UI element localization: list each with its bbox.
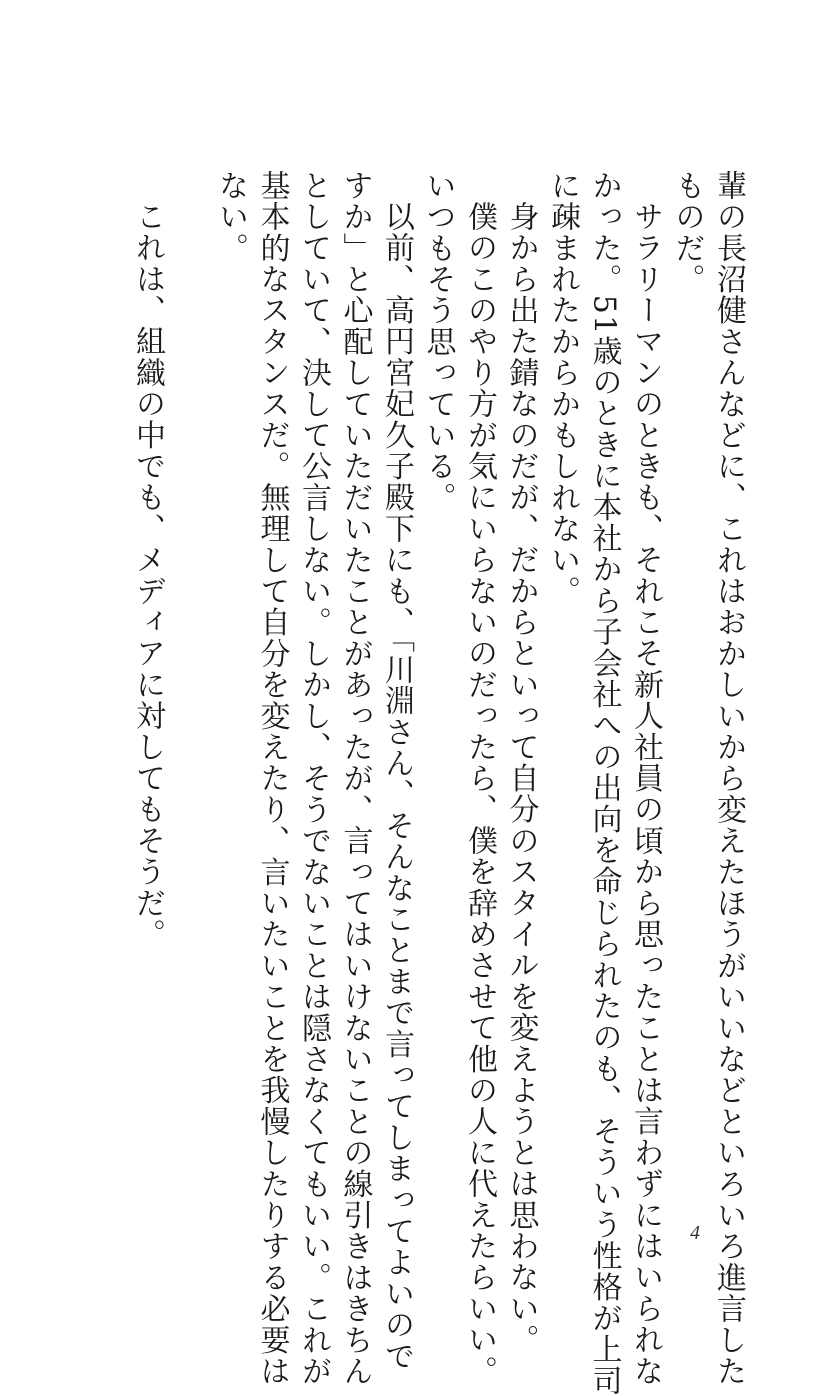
text-line: これは、組織の中でも、メディアに対してもそうだ。 xyxy=(130,201,165,950)
text-line: 輩の長沼健さんなどに、これはおかしいから変えたほうがいいなどといろいろ進言した xyxy=(711,170,746,1387)
text-line: 以前、高円宮妃久子殿下にも、「川淵さん、そんなことまで言ってしまってよいので xyxy=(379,201,414,1372)
text-line: に疎まれたからかもしれない。 xyxy=(545,170,580,607)
text-line: かった。51歳のときに本社から子会社への出向を命じられたのも、そういう性格が上司 xyxy=(586,170,622,1396)
text-line: ない。 xyxy=(213,170,248,264)
text-line: 身から出た錆なのだが、だからといって自分のスタイルを変えようとは思わない。 xyxy=(503,201,539,1356)
text-line: サラリーマンのときも、それこそ新人社員の頃から思ったことは言わずにはいられな xyxy=(628,201,663,1387)
vertical-text-body xyxy=(127,170,750,1396)
text-line: 僕のこのやり方が気にいらないのだったら、僕を辞めさせて他の人に代えたらいい。 xyxy=(462,201,497,1387)
paragraph-gap xyxy=(168,170,210,1210)
text-line: ものだ。 xyxy=(669,170,705,295)
page-number: 4 xyxy=(690,1222,700,1244)
text-line: すか」と心配していただいたことがあったが、言ってはいけないことの線引きはきちん xyxy=(337,170,373,1387)
text-line: 基本的なスタンスだ。無理して自分を変えたり、言いたいことを我慢したりする必要は xyxy=(254,170,290,1387)
text-line: いつもそう思っている。 xyxy=(420,170,456,514)
text-line: としていて、決して公言しない。しかし、そうでないことは隠さなくてもいい。これが xyxy=(296,170,331,1387)
